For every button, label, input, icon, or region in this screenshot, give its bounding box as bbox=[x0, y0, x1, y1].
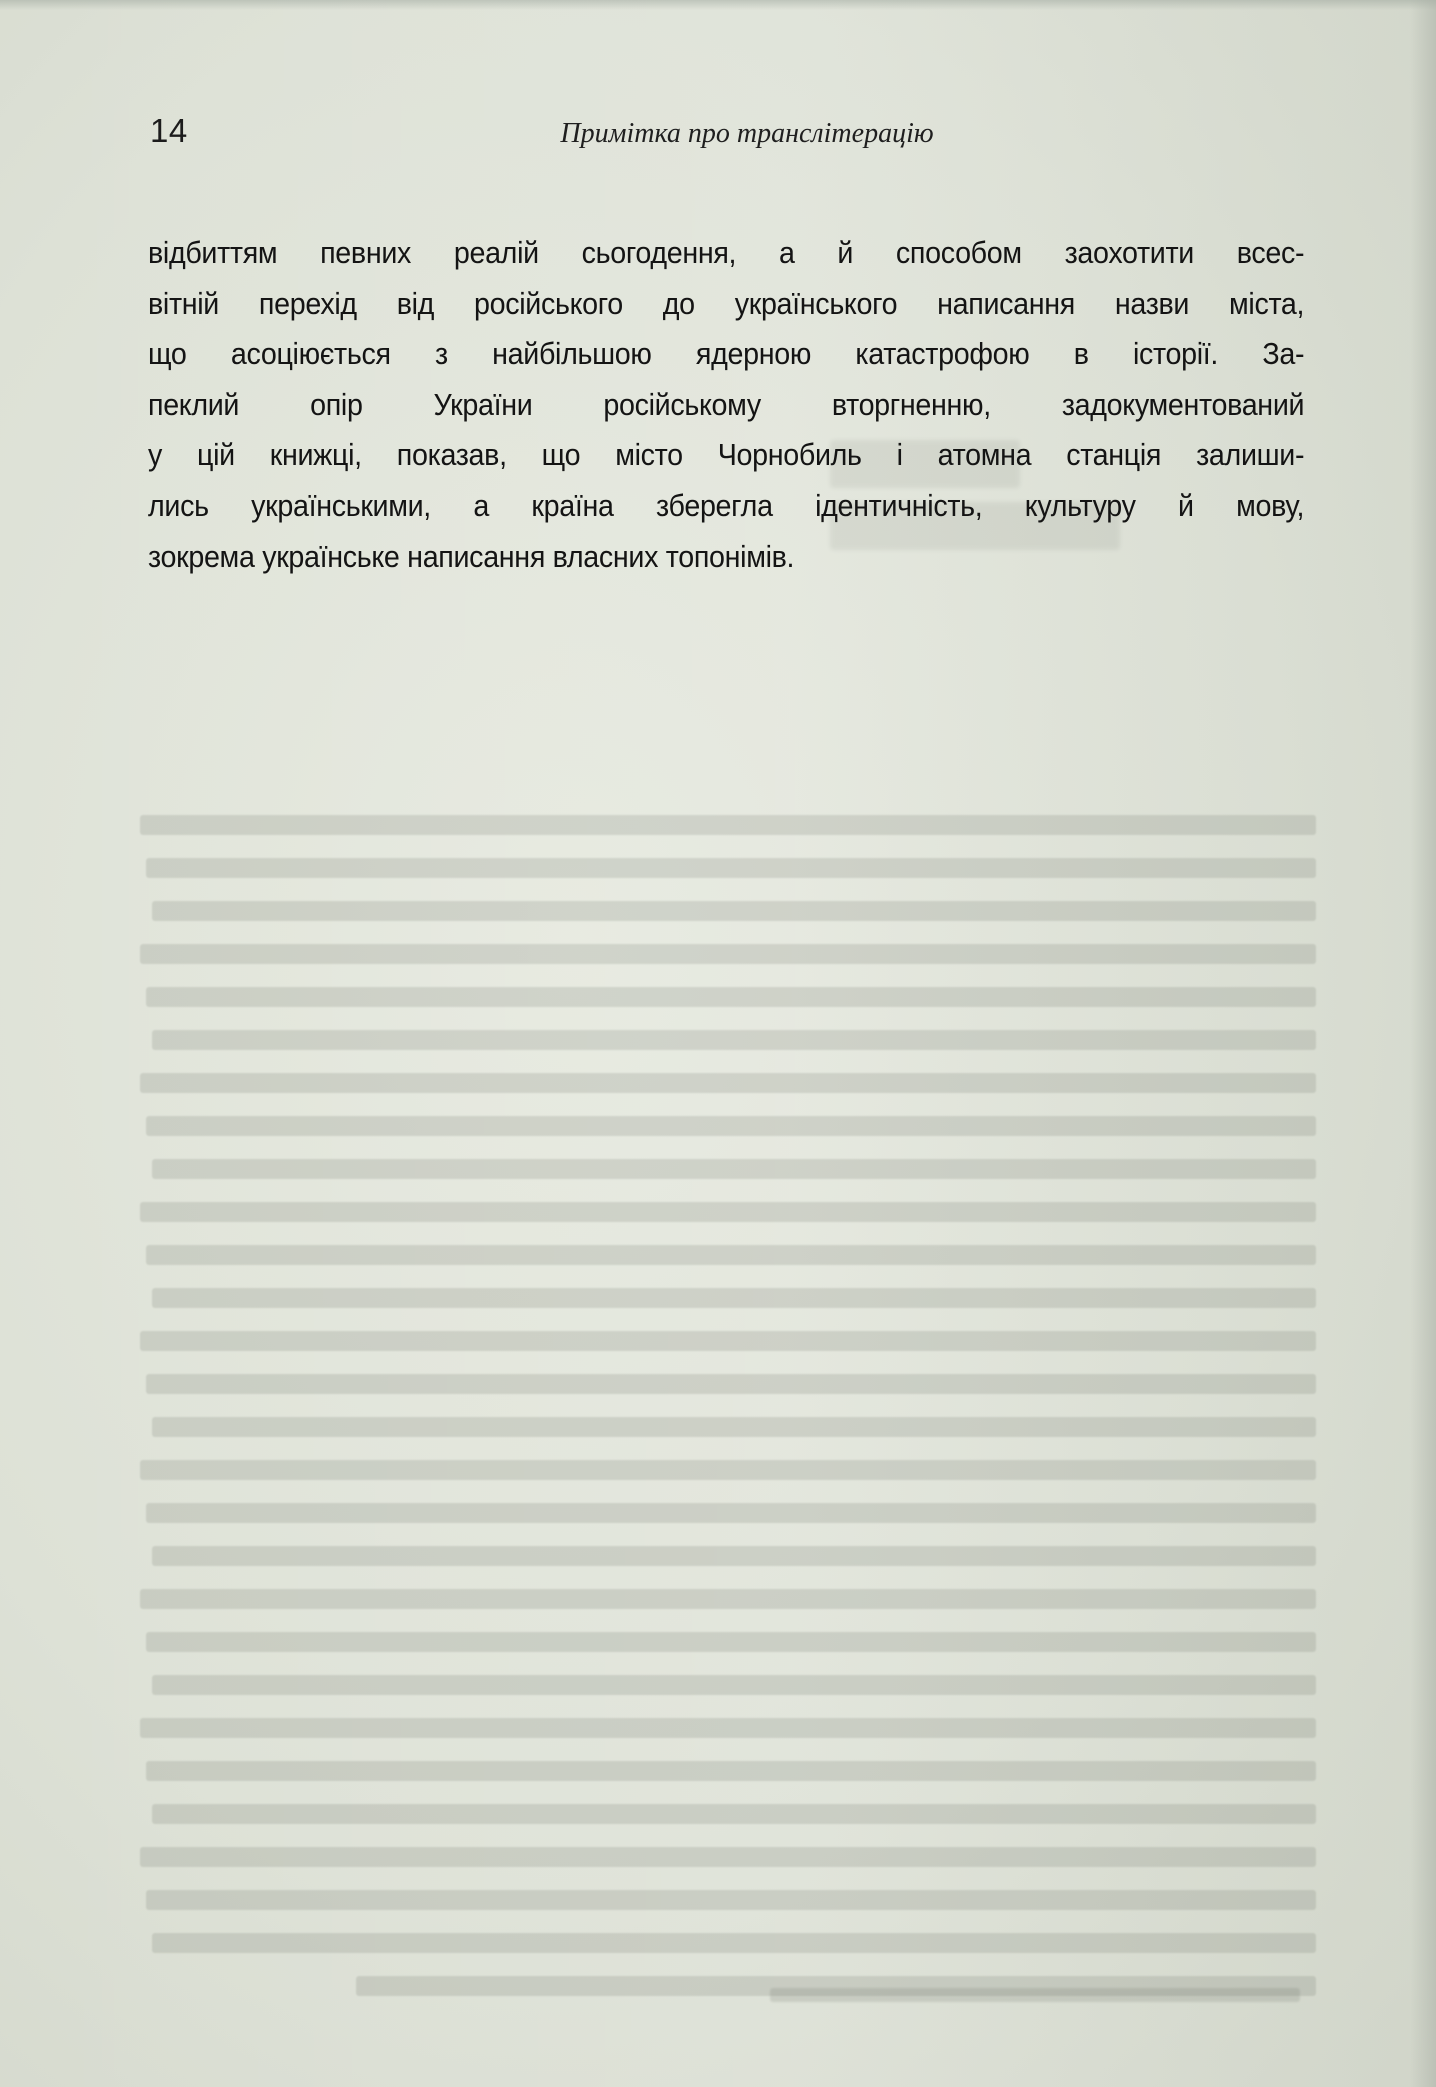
paragraph-line: відбиттям певних реалій сьогодення, а й способом заохотити всес- bbox=[148, 236, 1305, 270]
show-through-line bbox=[152, 1675, 1316, 1695]
page-edge-shadow bbox=[1410, 0, 1436, 2087]
show-through-line bbox=[140, 1202, 1316, 1222]
body-paragraph bbox=[148, 228, 1305, 582]
paragraph-line: лись українськими, а країна зберегла ідентичність, культуру й мову, bbox=[148, 488, 1305, 523]
paragraph-line: пеклий опір України російському вторгненню, задокументований bbox=[148, 387, 1305, 422]
show-through-line bbox=[140, 944, 1316, 964]
show-through-line bbox=[140, 815, 1316, 835]
show-through-line bbox=[152, 1030, 1316, 1050]
show-through-line bbox=[152, 1417, 1316, 1437]
running-head: Примітка про транслітерацію bbox=[560, 118, 934, 149]
paragraph-line: що асоціюється з найбільшою ядерною катастрофою в історії. За- bbox=[148, 337, 1305, 372]
show-through-line bbox=[152, 1288, 1316, 1308]
show-through-line bbox=[146, 1632, 1316, 1652]
show-through-line bbox=[140, 1718, 1316, 1738]
show-through-footnote bbox=[770, 1988, 1300, 2002]
show-through-line bbox=[140, 1589, 1316, 1609]
show-through-line bbox=[146, 1245, 1316, 1265]
page-top-shadow bbox=[0, 0, 1436, 10]
show-through-line bbox=[146, 1503, 1316, 1523]
paragraph-line: у цій книжці, показав, що місто Чорнобиль і атомна станція залиши- bbox=[148, 438, 1305, 473]
show-through-line bbox=[146, 858, 1316, 878]
show-through-line bbox=[140, 1073, 1316, 1093]
show-through-line bbox=[140, 1460, 1316, 1480]
show-through-line bbox=[146, 987, 1316, 1007]
show-through-line bbox=[146, 1374, 1316, 1394]
show-through-line bbox=[152, 1159, 1316, 1179]
paragraph-line: зокрема українське написання власних топонімів. bbox=[148, 539, 795, 574]
show-through-line bbox=[140, 1847, 1316, 1867]
show-through-text bbox=[140, 815, 1316, 2015]
show-through-line bbox=[152, 1804, 1316, 1824]
show-through-line bbox=[146, 1761, 1316, 1781]
page-header bbox=[150, 112, 1304, 162]
show-through-line bbox=[146, 1116, 1316, 1136]
paragraph-line: вітній перехід від російського до українського написання назви міста, bbox=[148, 286, 1305, 321]
page-number: 14 bbox=[150, 112, 188, 149]
show-through-line bbox=[140, 1331, 1316, 1351]
show-through-line bbox=[152, 1933, 1316, 1953]
show-through-line bbox=[152, 901, 1316, 921]
show-through-line bbox=[152, 1546, 1316, 1566]
show-through-line bbox=[146, 1890, 1316, 1910]
